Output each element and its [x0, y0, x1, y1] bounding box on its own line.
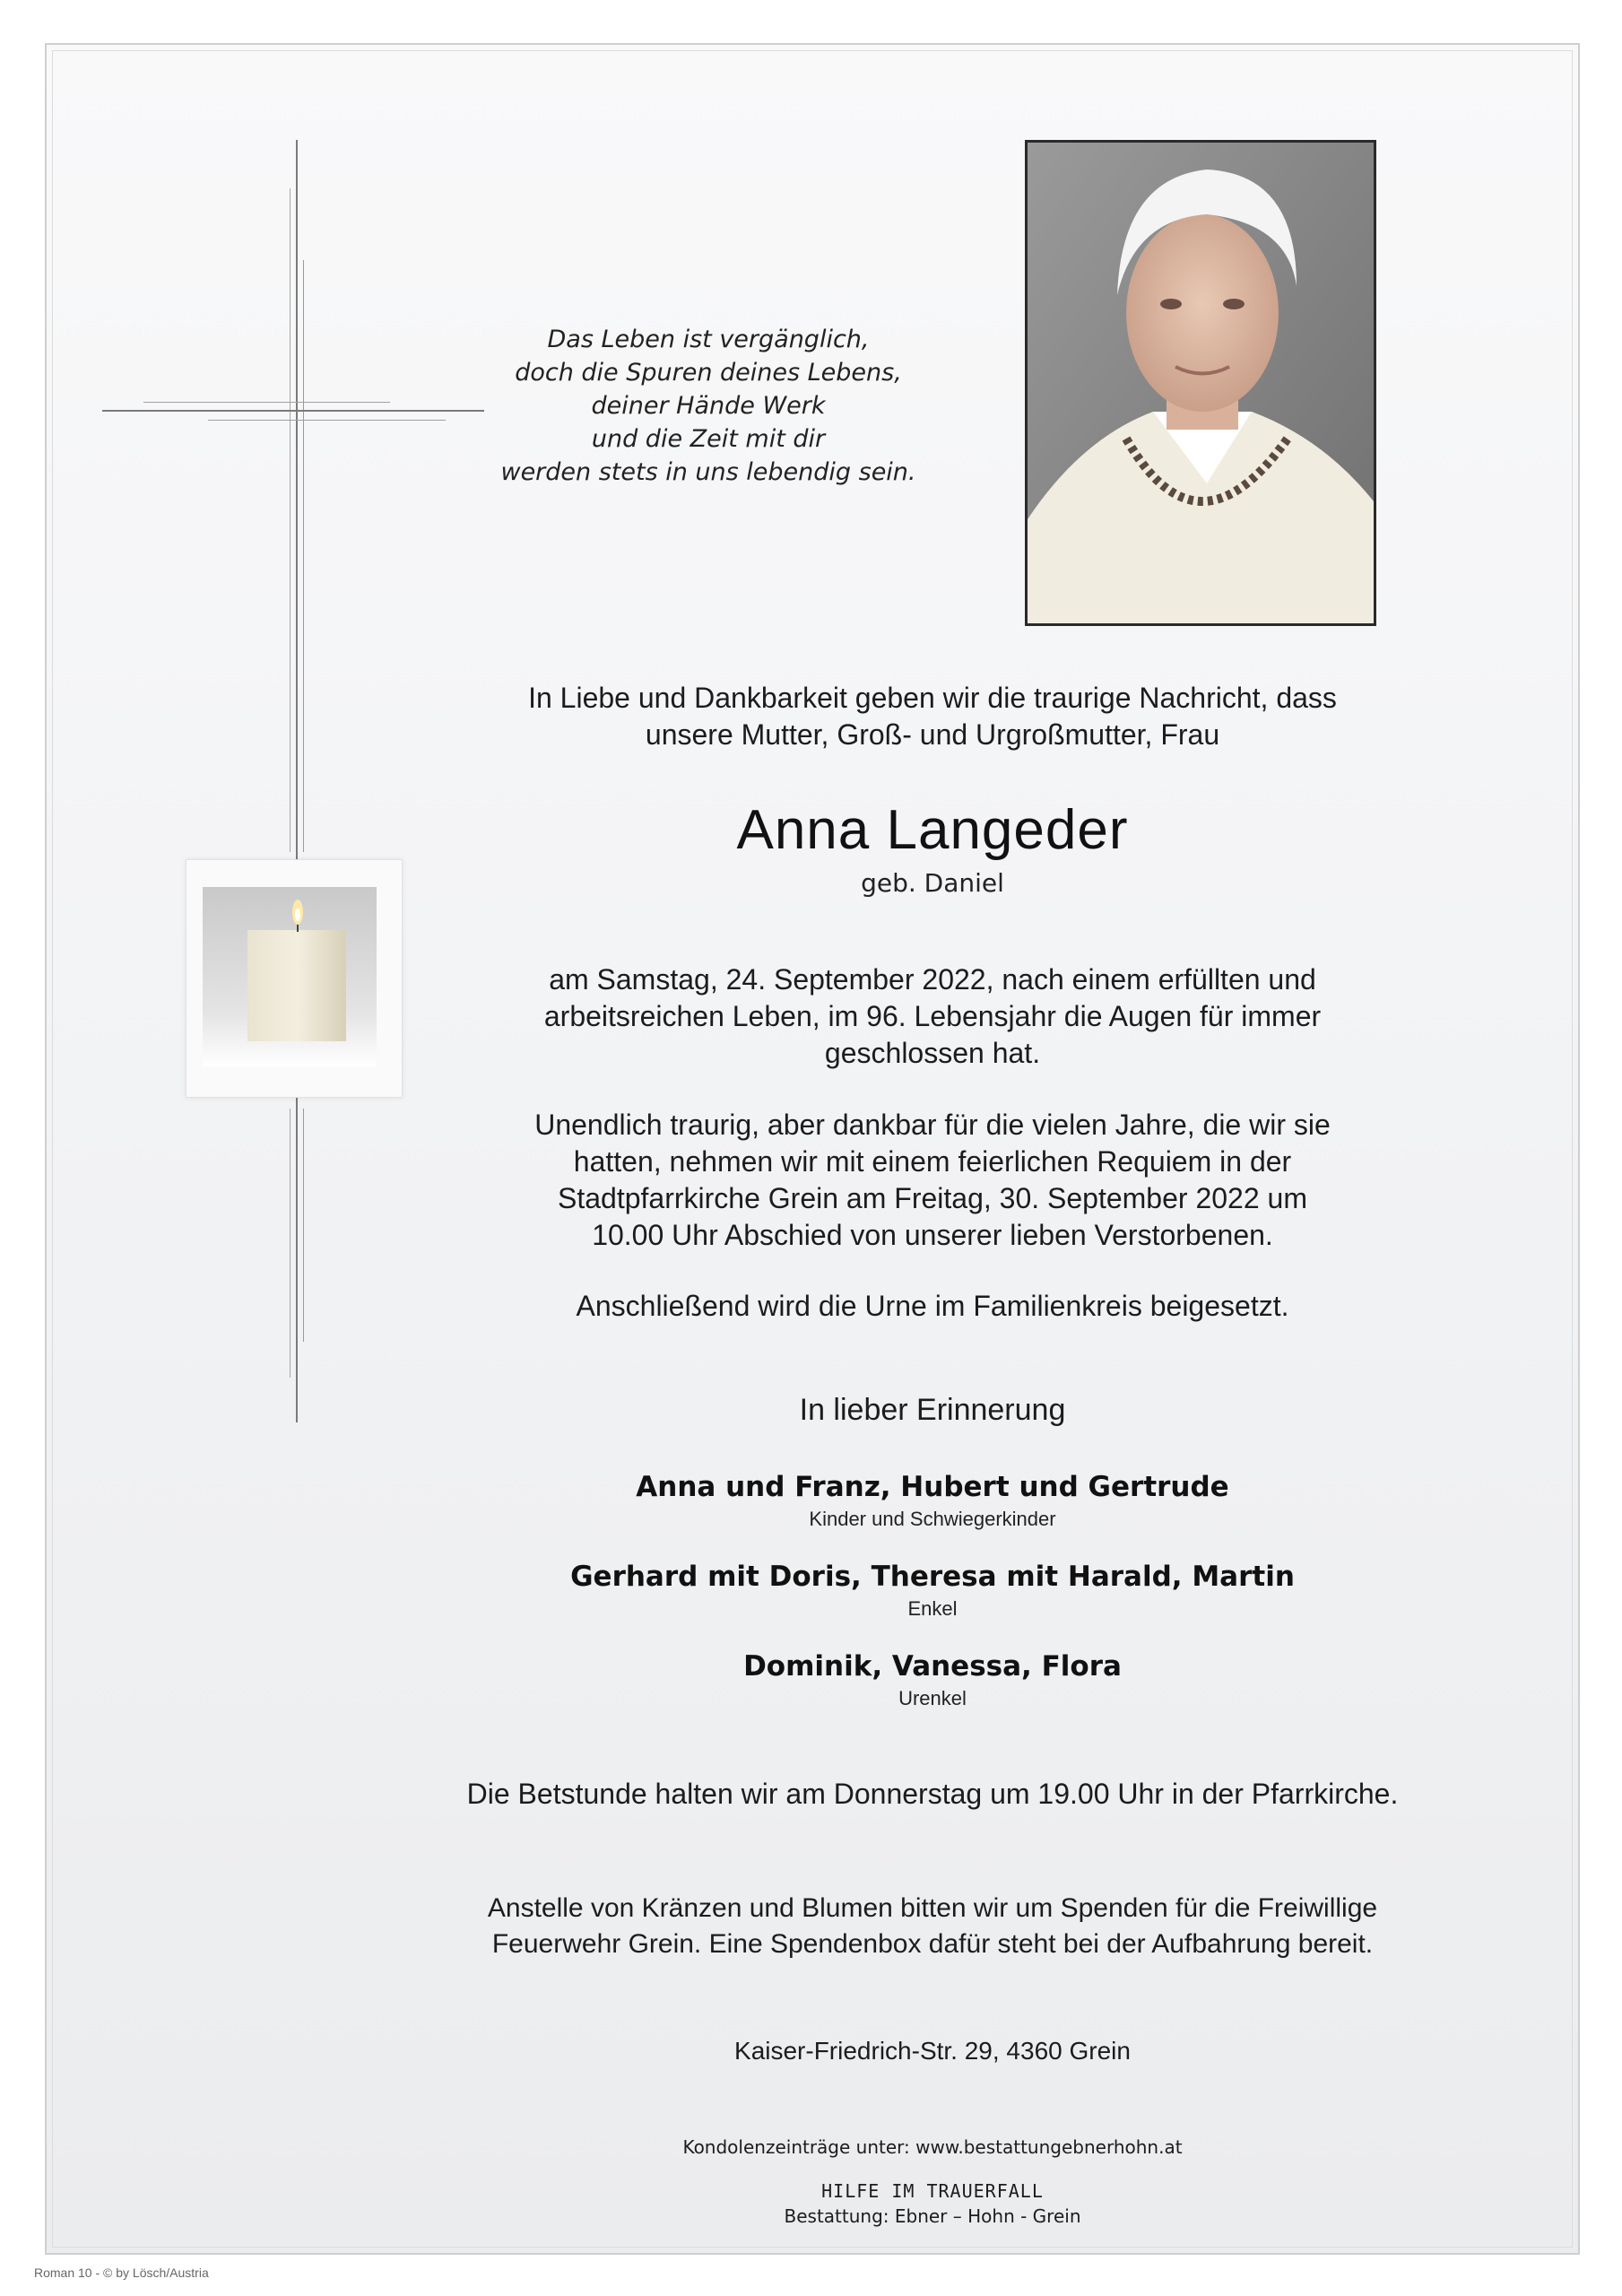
requiem-line: Unendlich traurig, aber dankbar für die vielen Jahre, die wir sie [534, 1109, 1331, 1141]
death-notice-line: arbeitsreichen Leben, im 96. Lebensjahr die Augen für immer [543, 1000, 1322, 1032]
donation-line: Feuerwehr Grein. Eine Spendenbox dafür steht bei der Aufbahrung bereit. [491, 1929, 1374, 1959]
poem-line: doch die Spuren deines Lebens, [515, 359, 902, 387]
mourner-relation: Urenkel [898, 1687, 967, 1709]
credit-text: Roman 10 - © by Lösch/Austria [34, 2266, 209, 2280]
donation-line: Anstelle von Kränzen und Blumen bitten wir um Spenden für die Freiwillige [487, 1893, 1378, 1923]
funeral-home: Bestattung: Ebner – Hohn - Grein [784, 2205, 1081, 2227]
poem-line: deiner Hände Werk [591, 392, 826, 420]
intro-line: unsere Mutter, Groß- und Urgroßmutter, Frau [645, 718, 1220, 751]
deceased-name: Anna Langeder [736, 799, 1129, 861]
requiem-line: 10.00 Uhr Abschied von unserer lieben Verstorbenen. [592, 1219, 1273, 1251]
death-notice-line: geschlossen hat. [824, 1037, 1041, 1069]
address: Kaiser-Friedrich-Str. 29, 4360 Grein [734, 2037, 1131, 2065]
requiem-text [421, 1107, 1444, 1254]
poem-line: Das Leben ist vergänglich, [547, 326, 870, 353]
intro-text [412, 680, 1453, 753]
condolence-link: Kondolenzeinträge unter: www.bestattungebnerhohn.at [682, 2136, 1183, 2158]
candle-image [186, 859, 403, 1098]
mourner-relation: Enkel [907, 1597, 958, 1620]
death-notice-line: am Samstag, 24. September 2022, nach einem erfüllten und [549, 963, 1316, 996]
poem-line: und die Zeit mit dir [591, 425, 826, 453]
mourner-names: Dominik, Vanessa, Flora [743, 1650, 1122, 1683]
mourner-names: Anna und Franz, Hubert und Gertrude [636, 1471, 1229, 1503]
mourner-relation: Kinder und Schwiegerkinder [809, 1508, 1056, 1530]
memory-heading: In lieber Erinnerung [799, 1393, 1066, 1427]
mourner-names: Gerhard mit Doris, Theresa mit Harald, Martin [570, 1561, 1295, 1593]
requiem-line: Stadtpfarrkirche Grein am Freitag, 30. September 2022 um [558, 1182, 1307, 1214]
portrait-photo [1025, 140, 1376, 626]
birth-name: geb. Daniel [861, 868, 1004, 898]
poem-line: werden stets in uns lebendig sein. [500, 458, 916, 486]
poem [484, 323, 932, 489]
burial-text: Anschließend wird die Urne im Familienkreis beigesetzt. [576, 1290, 1289, 1322]
intro-line: In Liebe und Dankbarkeit geben wir die traurige Nachricht, dass [528, 682, 1337, 714]
help-line: HILFE IM TRAUERFALL [821, 2180, 1044, 2202]
donation-text [377, 1891, 1488, 1962]
requiem-line: hatten, nehmen wir mit einem feierlichen Requiem in der [573, 1145, 1292, 1178]
death-notice [421, 961, 1444, 1072]
prayer-hour-text: Die Betstunde halten wir am Donnerstag um 19.00 Uhr in der Pfarrkirche. [466, 1778, 1399, 1810]
